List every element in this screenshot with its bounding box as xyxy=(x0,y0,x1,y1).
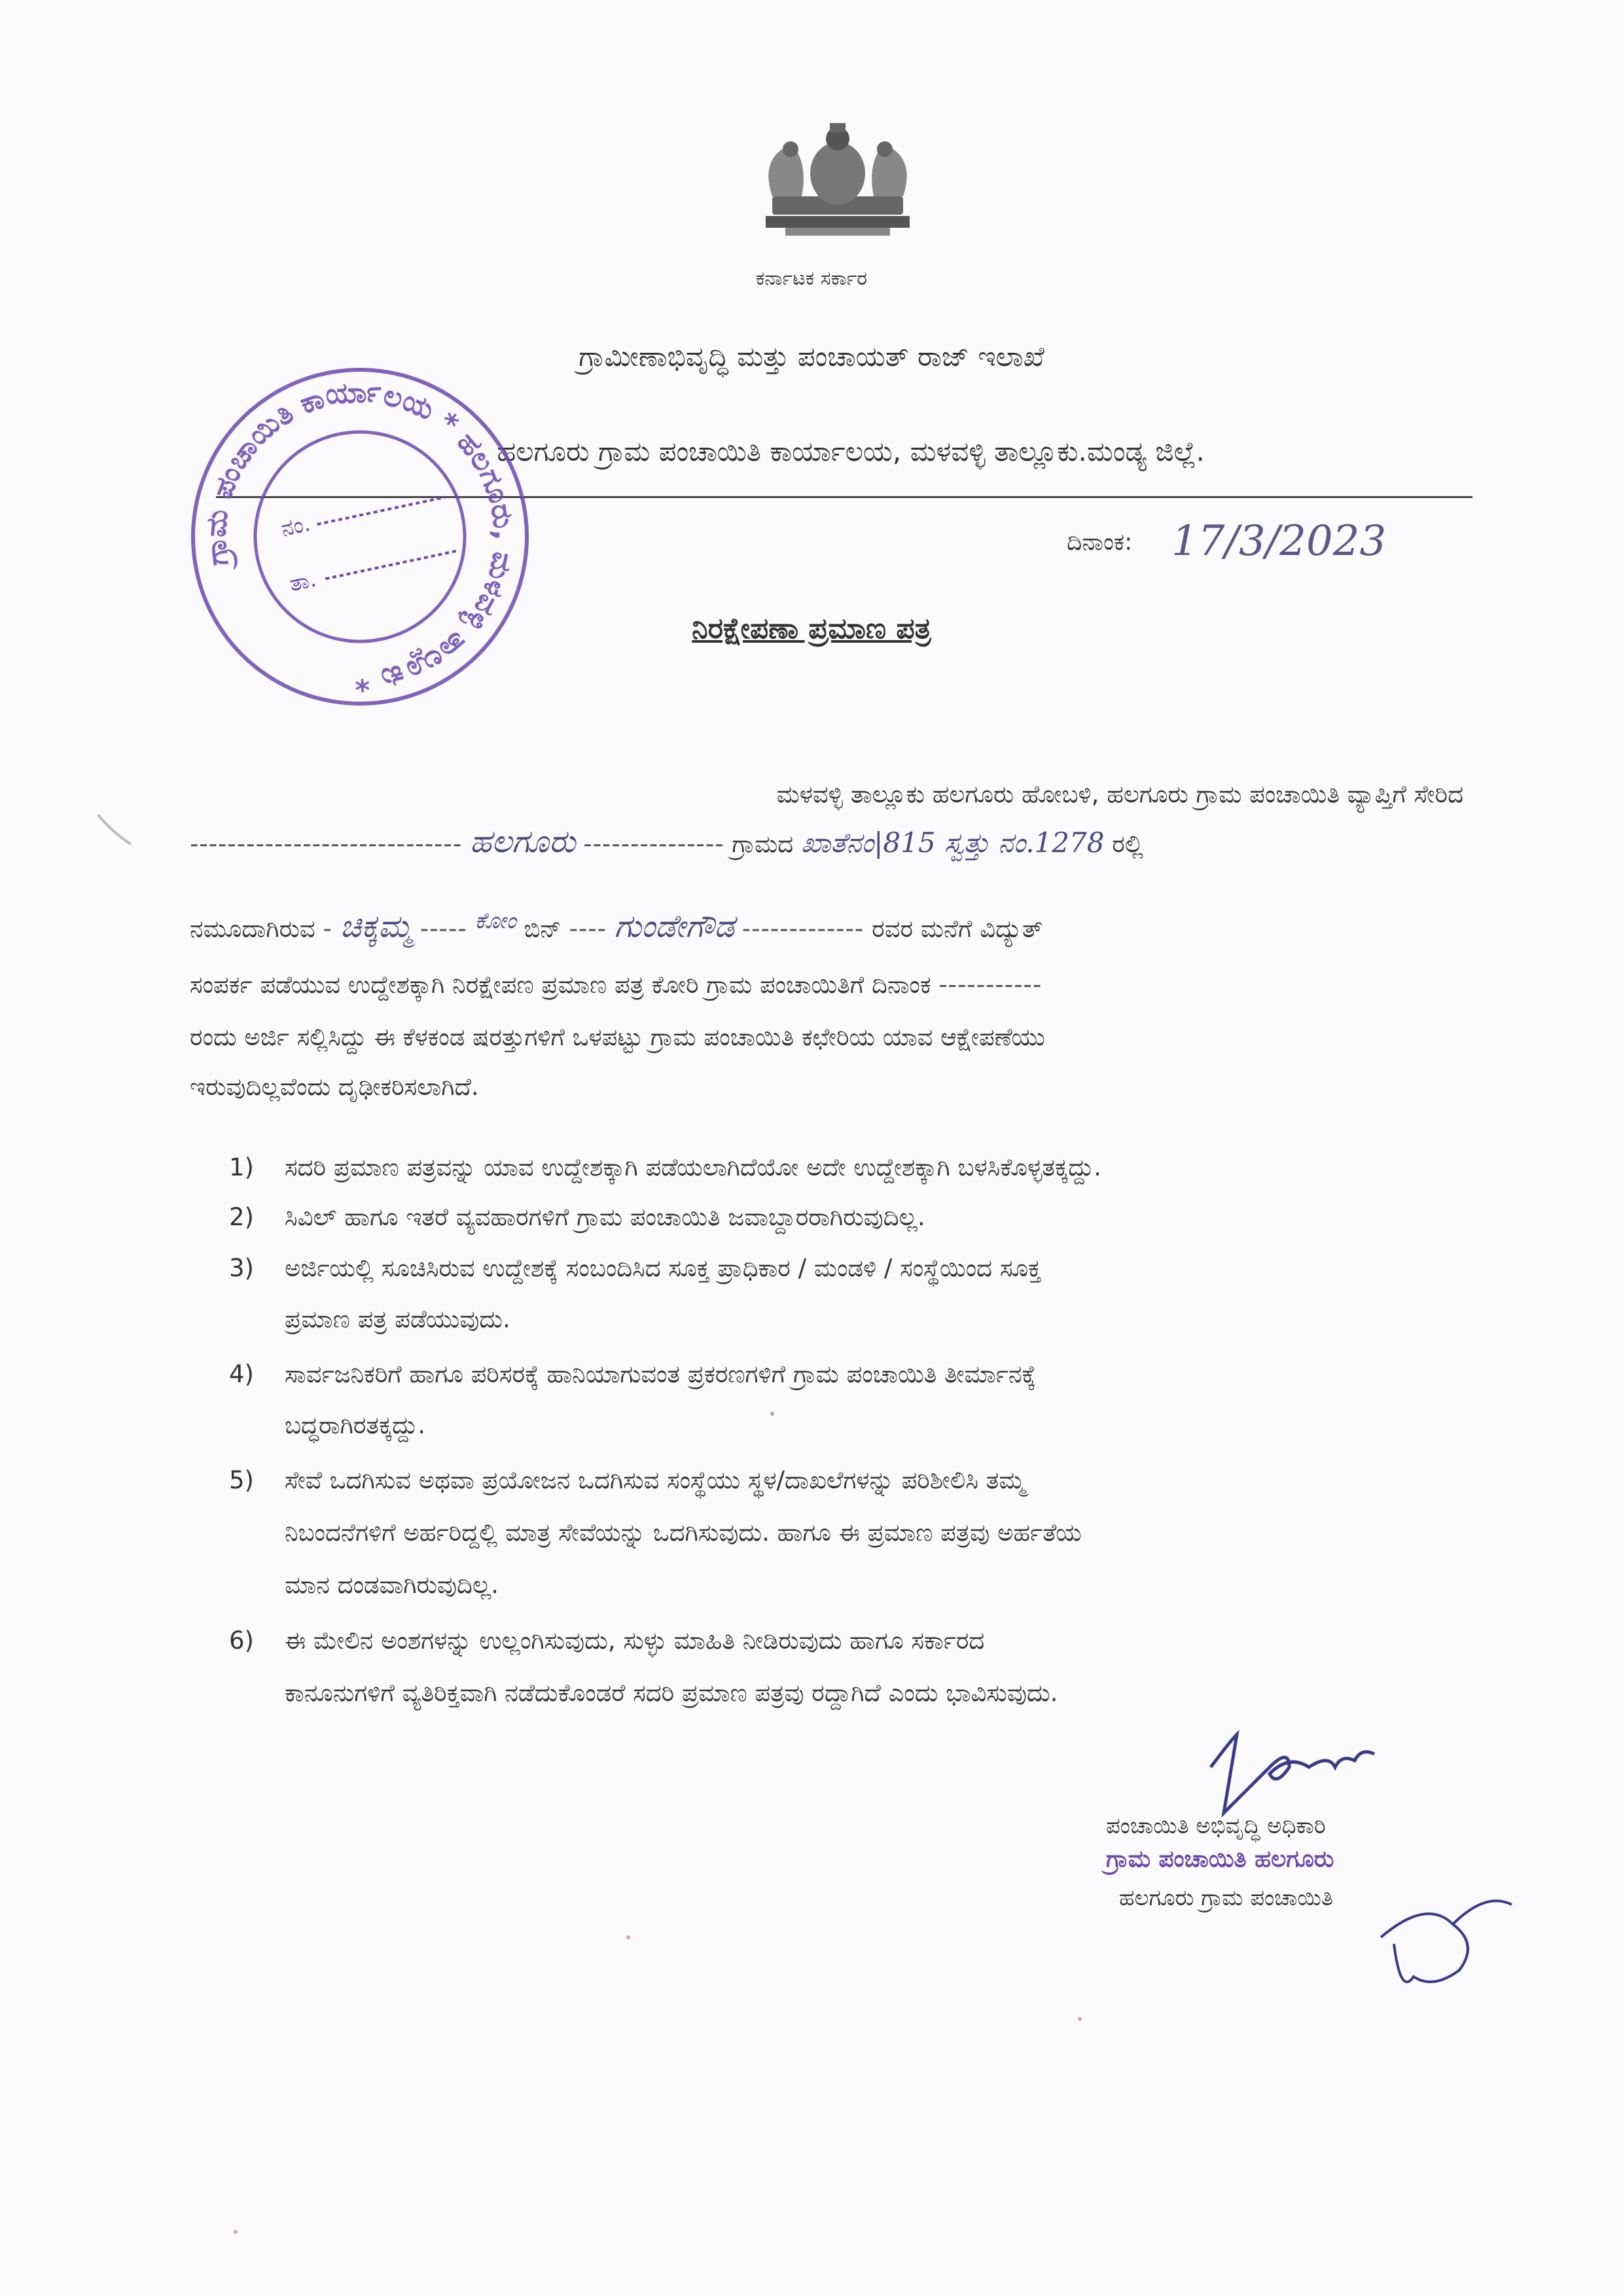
condition-text: ಕಾನೂನುಗಳಿಗೆ ವ್ಯತಿರಿಕ್ತವಾಗಿ ನಡೆದುಕೊಂಡರೆ ಸದರಿ ಪ್ರಮಾಣ ಪತ್ರವು ರದ್ದಾಗಿದೆ ಎಂದು ಭಾವಿಸುವುದು. xyxy=(285,1679,1058,1707)
body-line-2: ----------------------------- ಹಲಗೂರು --------------- ಗ್ರಾಮದ ಖಾತೆನಂ|815 ಸ್ವತ್ತು ನಂ.1278 ರಲ್ಲಿ xyxy=(190,823,1143,860)
bin-label: ಬಿನ್ xyxy=(524,914,562,943)
condition-number: 5) xyxy=(229,1466,254,1494)
property-suffix: ರಲ್ಲಿ xyxy=(1112,830,1143,858)
body-line-4-text: ಸಂಪರ್ಕ ಪಡೆಯುವ ಉದ್ದೇಶಕ್ಕಾಗಿ ನಿರಕ್ಷೇಪಣ ಪ್ರಮಾಣ ಪತ್ರ ಕೋರಿ ಗ್ರಾಮ ಪಂಚಾಯಿತಿಗೆ ದಿನಾಂಕ xyxy=(190,971,931,999)
office-address: ಹಲಗೂರು ಗ್ರಾಮ ಪಂಚಾಯಿತಿ ಕಾರ್ಯಾಲಯ, ಮಳವಳ್ಳಿ ತಾಲ್ಲೂಕು.ಮಂಡ್ಯ ಜಿಲ್ಲೆ. xyxy=(497,435,1205,467)
condition-text: ಮಾನ ದಂಡವಾಗಿರುವುದಿಲ್ಲ. xyxy=(285,1571,499,1599)
condition-text: ಸದರಿ ಪ್ರಮಾಣ ಪತ್ರವನ್ನು ಯಾವ ಉದ್ದೇಶಕ್ಕಾಗಿ ಪಡೆಯಲಾಗಿದೆಯೋ ಅದೇ ಉದ್ದೇಶಕ್ಕಾಗಿ ಬಳಸಿಕೊಳ್ಳತಕ್ಕದ್ದು. xyxy=(285,1153,1102,1181)
svg-text:ತಾ.: ತಾ. xyxy=(287,565,319,598)
department-name: ಗ್ರಾಮೀಣಾಭಿವೃದ್ಧಿ ಮತ್ತು ಪಂಚಾಯತ್ ರಾಜ್ ಇಲಾಖೆ xyxy=(579,340,1044,372)
state-emblem-icon xyxy=(746,118,929,242)
office-seal-stamp xyxy=(177,360,543,713)
condition-text: ಸೇವೆ ಒದಗಿಸುವ ಅಥವಾ ಪ್ರಯೋಜನ ಒದಗಿಸುವ ಸಂಸ್ಥೆಯು ಸ್ಥಳ/ದಾಖಲೆಗಳನ್ನು ಪರಿಶೀಲಿಸಿ ತಮ್ಮ xyxy=(285,1466,1026,1494)
condition-text: ಸಾರ್ವಜನಿಕರಿಗೆ ಹಾಗೂ ಪರಿಸರಕ್ಕೆ ಹಾನಿಯಾಗುವಂತ ಪ್ರಕರಣಗಳಿಗೆ ಗ್ರಾಮ ಪಂಚಾಯಿತಿ ತೀರ್ಮಾನಕ್ಕೆ xyxy=(285,1360,1037,1388)
signatory-title: ಪಂಚಾಯಿತಿ ಅಭಿವೃದ್ಧಿ ಅಧಿಕಾರಿ xyxy=(1106,1813,1326,1839)
body-line-4: ಸಂಪರ್ಕ ಪಡೆಯುವ ಉದ್ದೇಶಕ್ಕಾಗಿ ನಿರಕ್ಷೇಪಣ ಪ್ರಮಾಣ ಪತ್ರ ಕೋರಿ ಗ್ರಾಮ ಪಂಚಾಯಿತಿಗೆ ದಿನಾಂಕ ----------- xyxy=(190,971,1043,999)
government-name: ಕರ್ನಾಟಕ ಸರ್ಕಾರ xyxy=(755,267,868,290)
condition-text: ಅರ್ಜಿಯಲ್ಲಿ ಸೂಚಿಸಿರುವ ಉದ್ದೇಶಕ್ಕೆ ಸಂಬಂದಿಸಿದ ಸೂಕ್ತ ಪ್ರಾಧಿಕಾರ / ಮಂಡಳಿ / ಸಂಸ್ಥೆಯಿಂದ ಸೂಕ್ತ xyxy=(285,1254,1041,1282)
condition-text: ಬದ್ಧರಾಗಿರತಕ್ಕದ್ದು. xyxy=(285,1411,425,1439)
village-handwritten: ಹಲಗೂರು xyxy=(469,823,576,860)
body-line-1: ಮಳವಳ್ಳಿ ತಾಲ್ಲೂಕು ಹಲಗೂರು ಹೋಬಳಿ, ಹಲಗೂರು ಗ್ರಾಮ ಪಂಚಾಯಿತಿ ವ್ಯಾಪ್ತಿಗೆ ಸೇರಿದ xyxy=(776,780,1463,808)
recorded-as-label: ನಮೂದಾಗಿರುವ xyxy=(190,914,315,943)
father-handwritten: ಗುಂಡೇಗೌಡ xyxy=(614,908,735,945)
condition-number: 1) xyxy=(229,1153,254,1181)
relation-handwritten: ಕೋಂ xyxy=(474,908,516,934)
svg-text:ನಂ.: ನಂ. xyxy=(278,510,313,543)
document-title: ನಿರಕ್ಷೇಪಣಾ ಪ್ರಮಾಣ ಪತ್ರ xyxy=(692,612,931,645)
body-line-5: ರಂದು ಅರ್ಜಿ ಸಲ್ಲಿಸಿದ್ದು ಈ ಕೆಳಕಂಡ ಷರತ್ತುಗಳಿಗೆ ಒಳಪಟ್ಟು ಗ್ರಾಮ ಪಂಚಾಯಿತಿ ಕಛೇರಿಯ ಯಾವ ಆಕ್ಷೇಪಣೆಯು xyxy=(190,1023,1045,1051)
body-line-3: ನಮೂದಾಗಿರುವ - ಚಿಕ್ಕಮ್ಮ ----- ಕೋಂ ಬಿನ್ ---- ಗುಂಡೇಗೌಡ ------------- ರವರ ಮನೆಗೆ ವಿದ್ಯುತ್ xyxy=(190,908,1043,945)
condition-number: 4) xyxy=(229,1360,254,1388)
village-suffix: ಗ್ರಾಮದ xyxy=(732,830,794,858)
condition-number: 6) xyxy=(229,1626,254,1655)
owner-handwritten: ಚಿಕ್ಕಮ್ಮ xyxy=(340,908,413,945)
body-line-6: ಇರುವುದಿಲ್ಲವೆಂದು ದೃಢೀಕರಿಸಲಾಗಿದೆ. xyxy=(190,1073,479,1101)
condition-text: ಈ ಮೇಲಿನ ಅಂಶಗಳನ್ನು ಉಲ್ಲಂಗಿಸುವುದು, ಸುಳ್ಳು ಮಾಹಿತಿ ನೀಡಿರುವುದು ಹಾಗೂ ಸರ್ಕಾರದ xyxy=(285,1626,985,1655)
condition-number: 2) xyxy=(229,1203,254,1231)
property-handwritten: ಖಾತೆನಂ|815 ಸ್ವತ್ತು ನಂ.1278 xyxy=(800,827,1105,859)
date-label: ದಿನಾಂಕ: xyxy=(1067,529,1133,556)
line3-suffix: ರವರ ಮನೆಗೆ ವಿದ್ಯುತ್ xyxy=(872,914,1043,943)
date-value-handwritten: 17/3/2023 xyxy=(1171,517,1387,565)
signatory-stamp: ಗ್ರಾಮ ಪಂಚಾಯಿತಿ ಹಲಗೂರು xyxy=(1106,1846,1334,1873)
svg-text:ಗ್ರಾಮ ಪಂಚಾಯಿತಿ ಕಾರ್ಯಾಲಯ * ಹಲಗೂ: ಗ್ರಾಮ ಪಂಚಾಯಿತಿ ಕಾರ್ಯಾಲಯ * ಹಲಗೂರು, ಮಳವಳ್ಳಿ ತಾಲ್ಲೂಕು * xyxy=(199,375,521,698)
condition-text: ಸಿವಿಲ್ ಹಾಗೂ ಇತರೆ ವ್ಯವಹಾರಗಳಿಗೆ ಗ್ರಾಮ ಪಂಚಾಯಿತಿ ಜವಾಬ್ದಾರರಾಗಿರುವುದಿಲ್ಲ. xyxy=(285,1203,925,1231)
condition-text: ಪ್ರಮಾಣ ಪತ್ರ ಪಡೆಯುವುದು. xyxy=(285,1305,510,1333)
condition-number: 3) xyxy=(229,1254,254,1282)
condition-text: ನಿಬಂದನೆಗಳಿಗೆ ಅರ್ಹರಿದ್ದಲ್ಲಿ ಮಾತ್ರ ಸೇವೆಯನ್ನು ಒದಗಿಸುವುದು. ಹಾಗೂ ಈ ಪ್ರಮಾಣ ಪತ್ರವು ಅರ್ಹತೆಯ xyxy=(285,1518,1082,1547)
signatory-place: ಹಲಗೂರು ಗ್ರಾಮ ಪಂಚಾಯಿತಿ xyxy=(1119,1885,1333,1911)
